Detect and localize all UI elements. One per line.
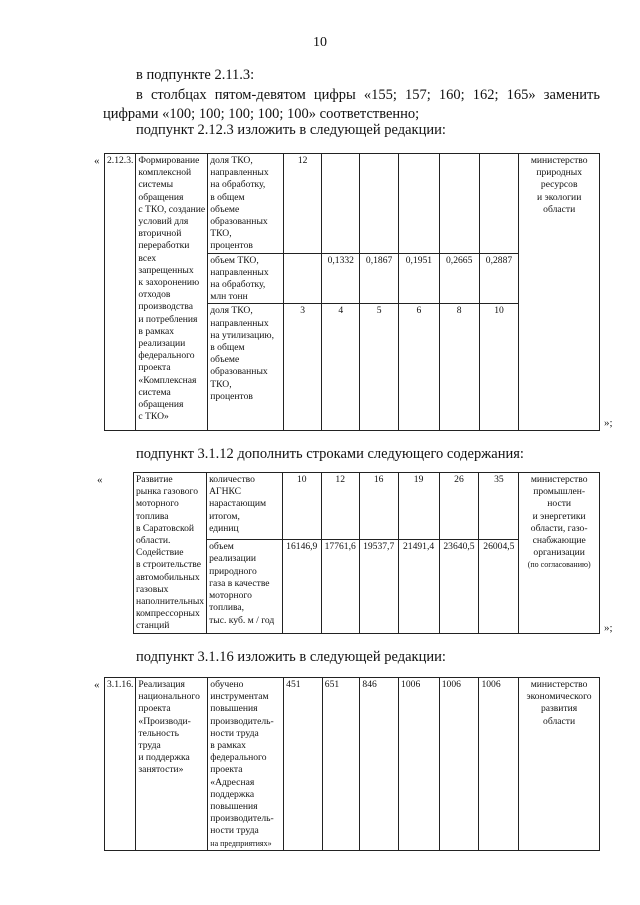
table1-cell bbox=[399, 154, 440, 254]
intro-line-2b: цифрами «100; 100; 100; 100; 100» соответственно; bbox=[103, 106, 420, 122]
table1-cell bbox=[360, 154, 399, 254]
table2-cell: 26 bbox=[439, 473, 479, 540]
table1-name: Формирование комплексной системы обращения с ТКО, создание условий для вторичной переработки всех запрещенных к захоронению отходов производства и потребления в рамках реализации федерального проекта «Комплексная система обращения с ТКО» bbox=[136, 154, 208, 431]
table1-indicator-2: объем ТКО, направленных на обработку, млн тонн bbox=[208, 253, 284, 304]
table2-code bbox=[104, 473, 133, 634]
table2-cell: 21491,4 bbox=[398, 540, 439, 633]
table2-responsible: министерство промышлен- ности и энергетики области, газо- снабжающие организации (по согласованию) bbox=[519, 473, 600, 634]
table-3-1-12 bbox=[104, 472, 600, 634]
heading-3-1-16: подпункт 3.1.16 изложить в следующей редакции: bbox=[136, 649, 446, 665]
table1-cell bbox=[283, 253, 321, 304]
table3-cell: 651 bbox=[322, 678, 360, 851]
table1-cell: 0,1332 bbox=[322, 253, 360, 304]
table3-row-1 bbox=[105, 678, 600, 851]
table3-open-quote: « bbox=[94, 679, 100, 691]
table1-cell: 10 bbox=[479, 304, 519, 431]
table3-name: Реализация национального проекта «Производи- тельность труда и поддержка занятости» bbox=[136, 678, 208, 851]
table1-responsible: министерство природных ресурсов и экологии области bbox=[519, 154, 600, 431]
table2-cell: 19537,7 bbox=[359, 540, 398, 633]
table1-cell: 0,2665 bbox=[439, 253, 479, 304]
intro-line-3: подпункт 2.12.3 изложить в следующей редакции: bbox=[136, 122, 446, 138]
table2-open-quote: « bbox=[97, 474, 103, 486]
heading-3-1-12: подпункт 3.1.12 дополнить строками следующего содержания: bbox=[136, 446, 524, 462]
table1-indicator-3: доля ТКО, направленных на утилизацию, в общем объеме образованных ТКО, процентов bbox=[208, 304, 284, 431]
page-number: 10 bbox=[313, 35, 327, 50]
table2-cell: 19 bbox=[398, 473, 439, 540]
table3-code: 3.1.16. bbox=[105, 678, 136, 851]
table1-close-quote: »; bbox=[604, 417, 613, 429]
table2-close-quote: »; bbox=[604, 622, 613, 634]
table1-cell: 8 bbox=[439, 304, 479, 431]
table2-cell: 35 bbox=[479, 473, 519, 540]
table1-cell: 0,1867 bbox=[360, 253, 399, 304]
table2-cell: 16146,9 bbox=[282, 540, 321, 633]
table1-cell: 0,1951 bbox=[399, 253, 440, 304]
table3-cell: 846 bbox=[360, 678, 399, 851]
table2-cell: 10 bbox=[282, 473, 321, 540]
table1-cell bbox=[479, 154, 519, 254]
table1-row-1 bbox=[105, 154, 600, 254]
table1-cell: 12 bbox=[283, 154, 321, 254]
table1-cell: 4 bbox=[322, 304, 360, 431]
table2-cell: 12 bbox=[321, 473, 359, 540]
table1-open-quote: « bbox=[94, 155, 100, 167]
table1-cell: 5 bbox=[360, 304, 399, 431]
table1-indicator-1: доля ТКО, направленных на обработку, в общем объеме образованных ТКО, процентов bbox=[208, 154, 284, 254]
table3-cell: 451 bbox=[284, 678, 323, 851]
table1-cell: 0,2887 bbox=[479, 253, 519, 304]
table1-cell: 6 bbox=[399, 304, 440, 431]
table2-indicator-2: объем реализации природного газа в качестве моторного топлива, тыс. куб. м / год bbox=[207, 540, 283, 633]
table3-indicator: обучено инструментам повышения производитель- ности труда в рамках федерального проекта «Адресная поддержка повышения производитель- ности труда на предприятиях» bbox=[208, 678, 284, 851]
table3-cell: 1006 bbox=[439, 678, 479, 851]
table3-responsible: министерство экономического развития области bbox=[519, 678, 600, 851]
table2-cell: 17761,6 bbox=[321, 540, 359, 633]
table1-cell: 3 bbox=[283, 304, 321, 431]
table2-name: Развитие рынка газового моторного топлива в Саратовской области. Содействие в строительстве автомобильных газовых наполнительных компрессорных станций bbox=[133, 473, 206, 634]
table3-cell: 1006 bbox=[479, 678, 519, 851]
table1-cell bbox=[322, 154, 360, 254]
table2-cell: 16 bbox=[359, 473, 398, 540]
intro-line-2a: в столбцах пятом-девятом цифры «155; 157; 160; 162; 165» заменить bbox=[136, 87, 600, 103]
intro-line-1: в подпункте 2.11.3: bbox=[136, 67, 255, 83]
table1-code: 2.12.3. bbox=[105, 154, 136, 431]
table1-cell bbox=[439, 154, 479, 254]
table-3-1-16 bbox=[104, 677, 600, 851]
table3-cell: 1006 bbox=[399, 678, 440, 851]
table2-cell: 23640,5 bbox=[439, 540, 479, 633]
table2-cell: 26004,5 bbox=[479, 540, 519, 633]
table-2-12-3 bbox=[104, 153, 600, 431]
table2-indicator-1: количество АГНКС нарастающим итогом, единиц bbox=[207, 473, 283, 540]
table2-row-1 bbox=[104, 473, 600, 540]
